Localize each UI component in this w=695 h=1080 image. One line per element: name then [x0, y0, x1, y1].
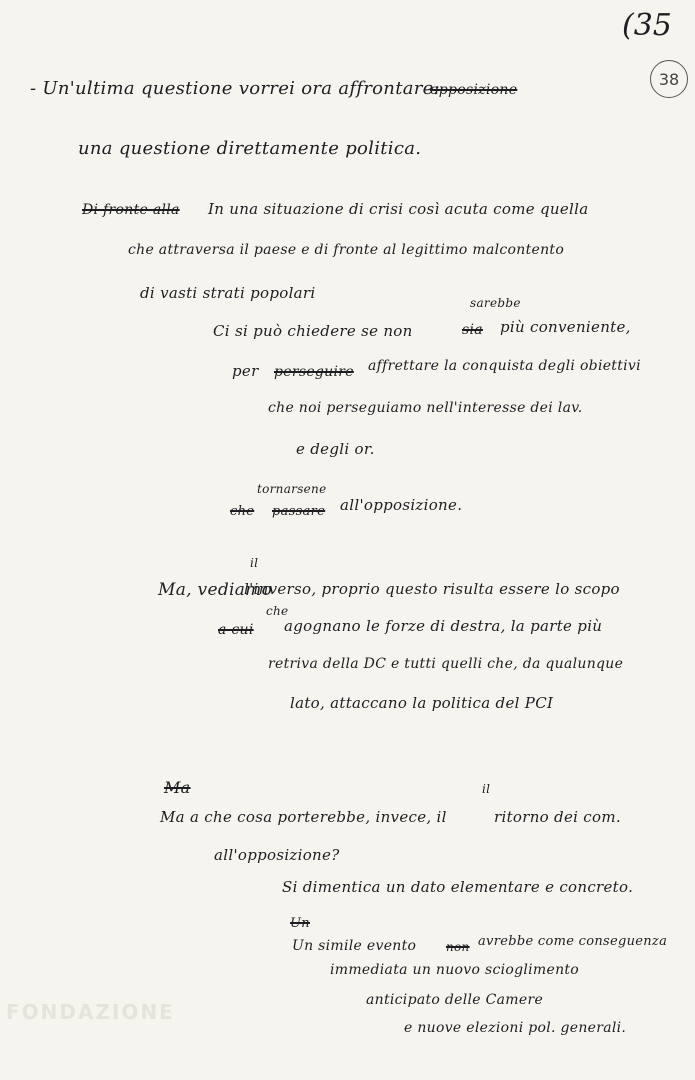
line: Ci si può chiedere se non — [213, 322, 413, 340]
line: più conveniente, — [500, 318, 631, 336]
inserted-word: sarebbe — [470, 296, 521, 310]
line: che noi perseguiamo nell'interesse dei lav. — [268, 400, 583, 416]
struck-word: passare — [272, 504, 326, 519]
inserted-word: il — [250, 556, 259, 570]
struck-word: perseguire — [274, 364, 354, 380]
struck-word: Ma — [164, 778, 191, 797]
line: In una situazione di crisi così acuta come quella — [208, 200, 589, 218]
line: Un simile evento — [292, 938, 417, 954]
struck-word: a cui — [218, 622, 254, 638]
line: per — [232, 362, 259, 380]
line: e nuove elezioni pol. generali. — [404, 1020, 627, 1036]
line: - Un'ultima questione vorrei ora affrontare: — [30, 78, 440, 99]
line: Ma a che cosa porterebbe, invece, il — [160, 808, 447, 826]
struck-word: opposizione — [430, 82, 518, 98]
line: che attraversa il paese e di fronte al legittimo malcontento — [128, 242, 565, 258]
line: una questione direttamente politica. — [78, 138, 422, 159]
line: Ma, vediamo — [158, 580, 273, 600]
line: avrebbe come conseguenza — [478, 934, 668, 949]
inserted-word: che — [266, 604, 289, 618]
circled-page-number: 38 — [650, 60, 688, 98]
line: e degli or. — [296, 440, 375, 458]
page-number: (35 — [622, 8, 672, 43]
struck-word: sia — [462, 322, 483, 338]
line: anticipato delle Camere — [366, 992, 544, 1008]
line: immediata un nuovo scioglimento — [330, 962, 580, 978]
line: ritorno dei com. — [494, 808, 621, 826]
inserted-word: il — [482, 782, 491, 796]
watermark: FONDAZIONE — [6, 1000, 175, 1024]
line: agognano le forze di destra, la parte più — [284, 617, 603, 635]
line: di vasti strati popolari — [140, 284, 316, 302]
struck-word: Un — [290, 916, 310, 931]
struck-word: non — [446, 940, 470, 954]
inserted-word: tornarsene — [257, 482, 327, 496]
line: all'opposizione? — [214, 846, 340, 864]
struck-word: Di fronte alla — [82, 202, 180, 218]
line: Si dimentica un dato elementare e concreto. — [282, 878, 634, 896]
line: all'opposizione. — [340, 496, 463, 514]
line: lato, attaccano la politica del PCI — [290, 694, 554, 712]
struck-word: che — [230, 504, 255, 519]
line: l'inverso, proprio questo risulta essere lo scopo — [244, 580, 620, 598]
line: affrettare la conquista degli obiettivi — [368, 358, 641, 374]
line: retriva della DC e tutti quelli che, da qualunque — [268, 656, 624, 672]
